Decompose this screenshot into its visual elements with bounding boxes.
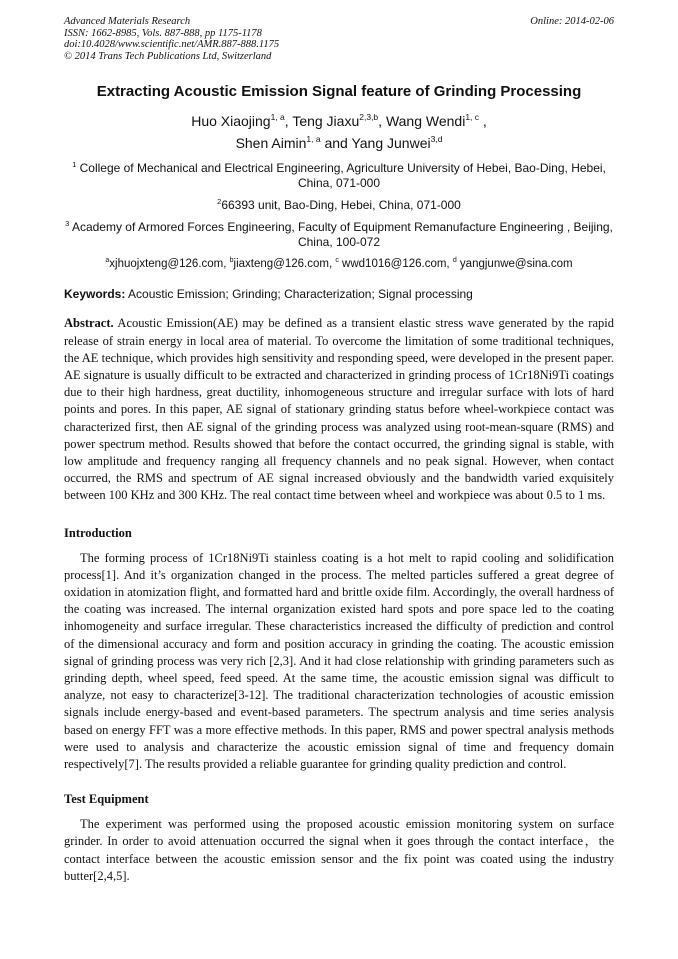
paper-header	[64, 16, 614, 62]
copyright-line: © 2014 Trans Tech Publications Ltd, Switzerland	[64, 50, 272, 62]
journal-name: Advanced Materials Research	[64, 16, 191, 27]
affiliation-text: 66393 unit, Bao-Ding, Hebei, China, 071-000	[221, 198, 461, 213]
email-address: wwd1016@126.com,	[338, 258, 453, 271]
author-name: Teng Jiaxu	[292, 113, 360, 130]
publication-info	[64, 16, 279, 62]
keywords-label: Keywords:	[64, 287, 126, 302]
author-separator: ,	[479, 113, 487, 130]
test-equipment-paragraph: The experiment was performed using the proposed acoustic emission monitoring system on surface grinder. In order to avoid attenuation occurred the signal when it goes through the contact interface，the contact interface between the acoustic emission sensor and the fix point was coated using the industry butter[2,4,5].	[64, 817, 614, 883]
author-sup: 3,d	[430, 134, 443, 145]
affiliation-item	[64, 220, 614, 250]
section-heading-test-equipment: Test Equipment	[64, 792, 149, 807]
email-sup: a	[105, 257, 110, 265]
affiliation-sup: 2	[217, 197, 222, 207]
keywords-line	[64, 287, 614, 302]
doi-line: doi:10.4028/www.scientific.net/AMR.887-888.1175	[64, 39, 280, 51]
email-address: xjhuojxteng@126.com,	[109, 258, 230, 271]
author-name: Wang Wendi	[385, 113, 466, 130]
affiliation-text: Academy of Armored Forces Engineering, Faculty of Equipment Remanufacture Engineering , Beijing, China, 100-072	[71, 220, 613, 250]
affiliation-item	[64, 198, 614, 213]
author-separator: ,	[284, 113, 293, 130]
affiliation-text: College of Mechanical and Electrical Engineering, Agriculture University of Hebei, Bao-Ding, Hebei, China, 071-000	[79, 161, 606, 191]
affiliation-sup: 3	[65, 219, 70, 229]
author-name: Shen Aimin	[235, 135, 307, 152]
abstract-text: Acoustic Emission(AE) may be defined as a transient elastic stress wave generated by the rapid release of strain energy in local area of material. To overcome the limitation of some traditional techniques, the AE technique, which provides high sensitivity and responding speed, were developed in the present paper. AE signature is usually difficult to be extracted and characterized in grinding process of 1Cr18Ni9Ti coatings due to their high hardness, great ductility, inhomogeneous structure and irregular surface with lots of hard points and pores. In this paper, AE signal of stationary grinding status before wheel-workpiece contact was characterized first, then AE signal of the grinding process was analyzed using root-mean-square (RMS) and power spectrum method. Results showed that before the contact occurred, the grinding signal is stable, with low amplitude and frequency ranging all frequency channels and no peak signal. However, when contact occurred, the RMS and spectrum of AE signal increased obviously and the bandwidth varied exquisitely between 100 KHz and 300 KHz. The real contact time between wheel and workpiece was about 0.5 to 1 ms.	[64, 316, 614, 503]
author-separator: ,	[378, 113, 386, 130]
email-address: jiaxteng@126.com,	[233, 258, 336, 271]
affiliation-list	[64, 161, 614, 250]
keywords-text: Acoustic Emission; Grinding; Characterization; Signal processing	[125, 287, 473, 302]
email-sup: c	[335, 257, 339, 265]
abstract-paragraph	[64, 315, 614, 504]
introduction-paragraph: The forming process of 1Cr18Ni9Ti stainless coating is a hot melt to rapid cooling and solidification process[1]. And it’s organization changed in the process. The melted particles suffered a great degree of oxidation in atomization flight, and formatted hard and brittle oxide film. Accordingly, the overall hardness of the coating was increased. The internal organization existed hard spots and pore space led to the coating inhomogeneity and surface irregular. These characteristics increased the difficulty of prediction and control of the dimensional accuracy and form and position accuracy in grinding the coating. The acoustic emission signal of grinding process was very rich [2,3]. And it had close relationship with grinding parameters such as grinding depth, wheel speed, feed speed. At the same time, the acoustic emission signal was difficult to analyze, not easy to characterize[3-12]. The traditional characterization technologies of acoustic emission signals include energy-based and event-based parameters. The spectrum analysis and time series analysis based on energy FFT was a more effective methods. In this paper, RMS and power spectral analysis methods were used to analysis and characterize the acoustic emission signal of time and frequency domain respectively[7]. The results provided a reliable guarantee for grinding quality prediction and control.	[64, 550, 614, 772]
author-sup: 1, a	[270, 112, 285, 123]
author-name: Yang Junwei	[351, 135, 431, 152]
email-sup: b	[229, 257, 234, 265]
author-sup: 1, c	[465, 112, 480, 123]
section-heading-introduction: Introduction	[64, 525, 132, 540]
paper-title: Extracting Acoustic Emission Signal feature of Grinding Processing	[96, 83, 582, 101]
issn-line: ISSN: 1662-8985, Vols. 887-888, pp 1175-1178	[64, 27, 262, 39]
email-sup: d	[452, 257, 457, 265]
author-sup: 1, a	[306, 134, 321, 145]
email-address: yangjunwe@sina.com	[456, 258, 573, 271]
affiliation-sup: 1	[72, 160, 77, 170]
author-line-1	[64, 110, 614, 132]
author-list	[64, 110, 614, 154]
author-line-2	[64, 132, 614, 154]
online-date: Online: 2014-02-06	[530, 16, 614, 27]
email-list	[64, 257, 614, 271]
author-separator: and	[320, 135, 352, 152]
abstract-label: Abstract.	[64, 316, 114, 331]
author-sup: 2,3,b	[359, 112, 379, 123]
author-name: Huo Xiaojing	[191, 113, 271, 130]
affiliation-item	[64, 161, 614, 191]
